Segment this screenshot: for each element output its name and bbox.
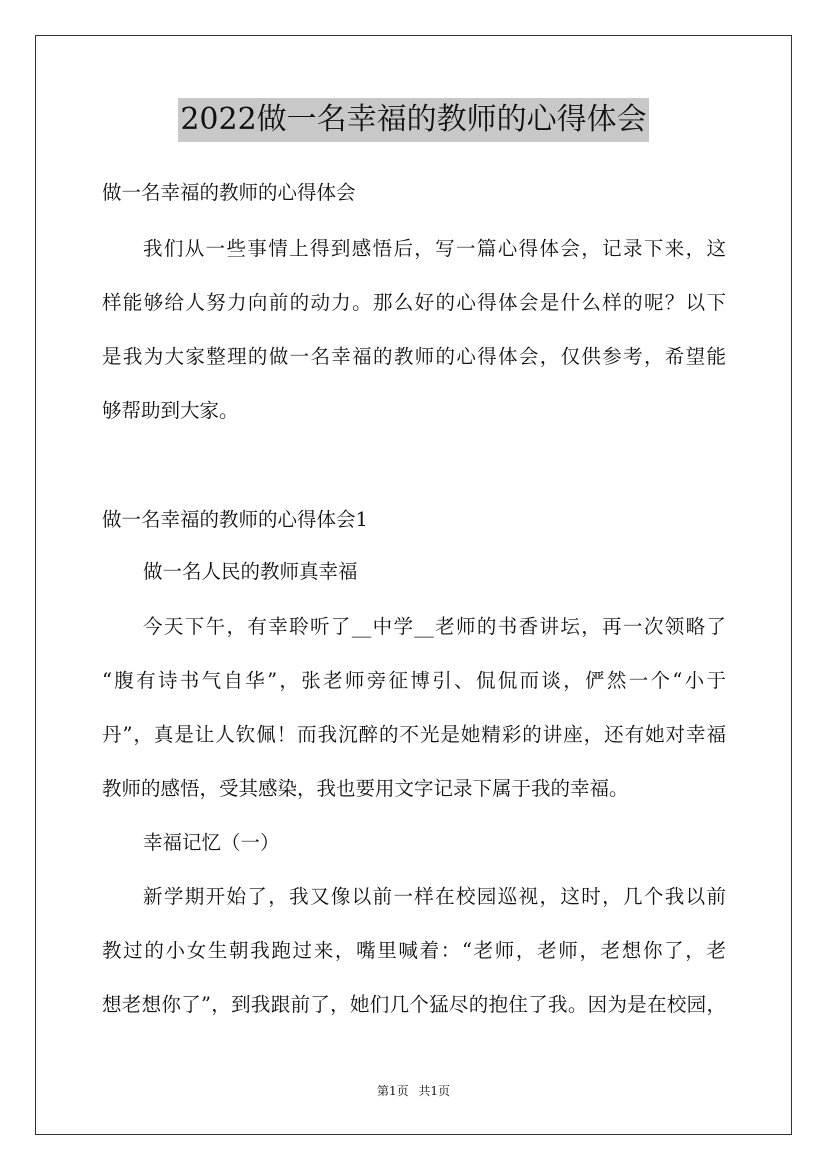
subtitle: 做一名幸福的教师的心得体会 — [102, 181, 356, 204]
intro-line: 是我为大家整理的做一名幸福的教师的心得体会，仅供参考，希望能 — [102, 345, 726, 368]
page-total: 共1页 — [418, 1084, 451, 1098]
paragraph-line: “腹有诗书气自华”，张老师旁征博引、侃侃而谈，俨然一个“小于 — [102, 669, 726, 692]
section-subheading: 做一名人民的教师真幸福 — [143, 560, 358, 583]
paragraph-line: 教过的小女生朝我跑过来，嘴里喊着：“老师，老师，老想你了，老 — [102, 939, 726, 962]
page-number: 第1页 — [376, 1084, 409, 1098]
page-footer — [0, 1082, 827, 1100]
paragraph-line: 新学期开始了，我又像以前一样在校园巡视，这时，几个我以前 — [143, 885, 726, 908]
intro-line: 样能够给人努力向前的动力。那么好的心得体会是什么样的呢？以下 — [102, 291, 726, 314]
paragraph-line: 想老想你了”，到我跟前了，她们几个猛尽的抱住了我。因为是在校园， — [102, 993, 726, 1016]
memory-heading: 幸福记忆（一） — [143, 831, 280, 854]
paragraph-line: 丹”，真是让人钦佩！而我沉醉的不光是她精彩的讲座，还有她对幸福 — [102, 723, 726, 746]
paragraph-line: 教师的感悟，受其感染，我也要用文字记录下属于我的幸福。 — [102, 777, 629, 800]
intro-line: 我们从一些事情上得到感悟后，写一篇心得体会，记录下来，这 — [143, 237, 726, 260]
title-container — [0, 98, 827, 142]
document-title: 2022做一名幸福的教师的心得体会 — [178, 98, 648, 142]
section-heading: 做一名幸福的教师的心得体会1 — [102, 508, 368, 531]
intro-line: 够帮助到大家。 — [102, 399, 239, 422]
paragraph-line: 今天下午，有幸聆听了__中学__老师的书香讲坛，再一次领略了 — [143, 615, 726, 638]
